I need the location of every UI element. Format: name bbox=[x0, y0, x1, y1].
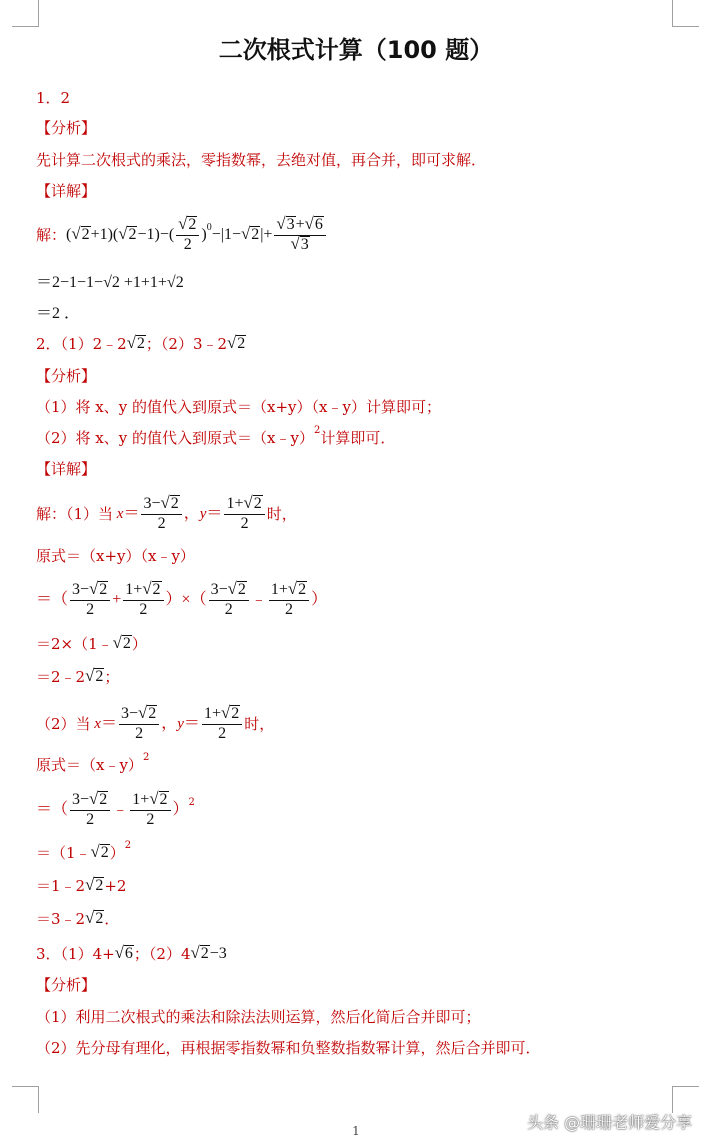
page-number: 1 bbox=[352, 1124, 360, 1138]
corner-mark-bottom-right bbox=[672, 1086, 699, 1113]
watermark: 头条 @珊珊老师爱分享 bbox=[527, 1113, 693, 1132]
p3-answer-part-2: ；（2）4 bbox=[133, 945, 191, 963]
p2-line-c-text: ＝2×（1﹣ bbox=[36, 635, 113, 653]
p2-line-f-sup: 2 bbox=[124, 840, 132, 851]
p2-line-e: ＝（ 3− √ 2 2 ﹣ 1+ √ 2 2 ） 2 bbox=[36, 789, 195, 828]
p3-answer: 3．（1）4+ √ 6 ；（2）4 √ 2 −3 bbox=[36, 943, 227, 963]
p2-line-e-sup: 2 bbox=[188, 797, 195, 808]
p1-answer: 1．2 bbox=[36, 89, 71, 107]
p2-line-g-text: ＝1﹣2 bbox=[36, 877, 86, 895]
p2-yuanshi-1: 原式＝（x+y）（x﹣y） bbox=[36, 547, 195, 565]
p2-detail-label: 【详解】 bbox=[36, 460, 97, 478]
p2-line-d: ＝2﹣2 √ 2 ； bbox=[36, 666, 120, 686]
p2-answer: 2．（1）2﹣2 √ 2 ；（2）3﹣2 √ 2 bbox=[36, 333, 246, 353]
p2-line-c-tail: ） bbox=[131, 635, 147, 653]
p2-line-h: ＝3﹣2 √ 2 ． bbox=[36, 908, 120, 928]
p1-solution-expression: 解： ( √ 2 +1)( √ 2 −1)−( √ 2 2 ) 0 −|1− √ 2 |+ √ 3 + √ 6 √ 3 bbox=[36, 212, 328, 258]
p3-analysis-2: （2）先分母有理化，再根据零指数幂和负整数指数幂计算，然后合并即可． bbox=[36, 1039, 541, 1057]
p2-line-h-text: ＝3﹣2 bbox=[36, 910, 86, 928]
p2-line-b: ＝（ 3− √ 2 2 + 1+ √ 2 2 ）×（ 3− √ 2 2 ﹣ 1+ √ 2 2 ） bbox=[36, 579, 328, 618]
p2-line-g-tail: +2 bbox=[104, 877, 127, 895]
p1-detail-label: 【详解】 bbox=[36, 182, 97, 200]
p2-answer-part-1: 2．（1）2﹣2 bbox=[36, 335, 127, 353]
p1-analysis-label: 【分析】 bbox=[36, 119, 97, 137]
p2-analysis-2-sup: 2 bbox=[313, 425, 321, 436]
p3-analysis-1: （1）利用二次根式的乘法和除法法则运算，然后化简后合并即可； bbox=[36, 1008, 481, 1026]
p2-analysis-2-text: （2）将 x、y 的值代入到原式＝（x﹣y） bbox=[36, 429, 314, 447]
p1-step-1: ＝2−1−1−√2 +1+1+√2 bbox=[36, 274, 184, 291]
p2-analysis-1: （1）将 x、y 的值代入到原式＝（x+y）（x﹣y）计算即可； bbox=[36, 398, 441, 416]
p1-analysis-text: 先计算二次根式的乘法，零指数幂，去绝对值，再合并，即可求解． bbox=[36, 151, 487, 169]
p2-solution-1-given: 解：（1）当 x ＝ 3− √ 2 2 ， y ＝ 1+ √ 2 2 时， bbox=[36, 493, 297, 532]
p2-analysis-2 bbox=[36, 425, 396, 448]
p2-analysis-label: 【分析】 bbox=[36, 367, 97, 385]
p2-line-f-tail: ） bbox=[109, 844, 125, 862]
corner-mark-bottom-left bbox=[12, 1086, 39, 1113]
p2-line-f-text: ＝（1﹣ bbox=[36, 844, 91, 862]
p2-solution-2-given: （2）当 x ＝ 3− √ 2 2 ， y ＝ 1+ √ 2 2 时， bbox=[36, 703, 275, 742]
p2-line-d-text: ＝2﹣2 bbox=[36, 668, 86, 686]
p2-s1-prefix: 解：（1）当 bbox=[36, 505, 114, 523]
p2-line-g: ＝1﹣2 √ 2 +2 bbox=[36, 875, 127, 895]
p3-answer-part-1: 3．（1）4+ bbox=[36, 945, 115, 963]
page-title: 二次根式计算（100 题） bbox=[218, 36, 494, 64]
p2-line-f: ＝（1﹣ √ 2 ） 2 bbox=[36, 843, 131, 863]
corner-mark-top-left bbox=[12, 0, 39, 27]
p2-s1-tail: 时， bbox=[266, 505, 297, 523]
p2-s2-prefix: （2）当 bbox=[36, 715, 91, 733]
p2-yuanshi-2 bbox=[36, 752, 150, 775]
p2-line-c: ＝2×（1﹣ √ 2 ） bbox=[36, 633, 147, 653]
p1-step-2: ＝2 ． bbox=[36, 305, 81, 322]
p2-analysis-2-tail: 计算即可． bbox=[320, 429, 396, 447]
p3-answer-part-3: −3 bbox=[209, 945, 227, 962]
p2-s2-tail: 时， bbox=[244, 715, 275, 733]
p2-line-h-tail: ． bbox=[104, 910, 120, 928]
p2-line-d-tail: ； bbox=[104, 668, 120, 686]
p2-answer-part-2: ；（2）3﹣2 bbox=[145, 335, 228, 353]
p3-analysis-label: 【分析】 bbox=[36, 976, 97, 994]
corner-mark-top-right bbox=[672, 0, 699, 27]
p2-yuanshi-2-text: 原式＝（x﹣y） bbox=[36, 756, 143, 774]
p1-solve-prefix: 解： bbox=[36, 226, 67, 244]
p2-yuanshi-2-sup: 2 bbox=[142, 752, 150, 763]
